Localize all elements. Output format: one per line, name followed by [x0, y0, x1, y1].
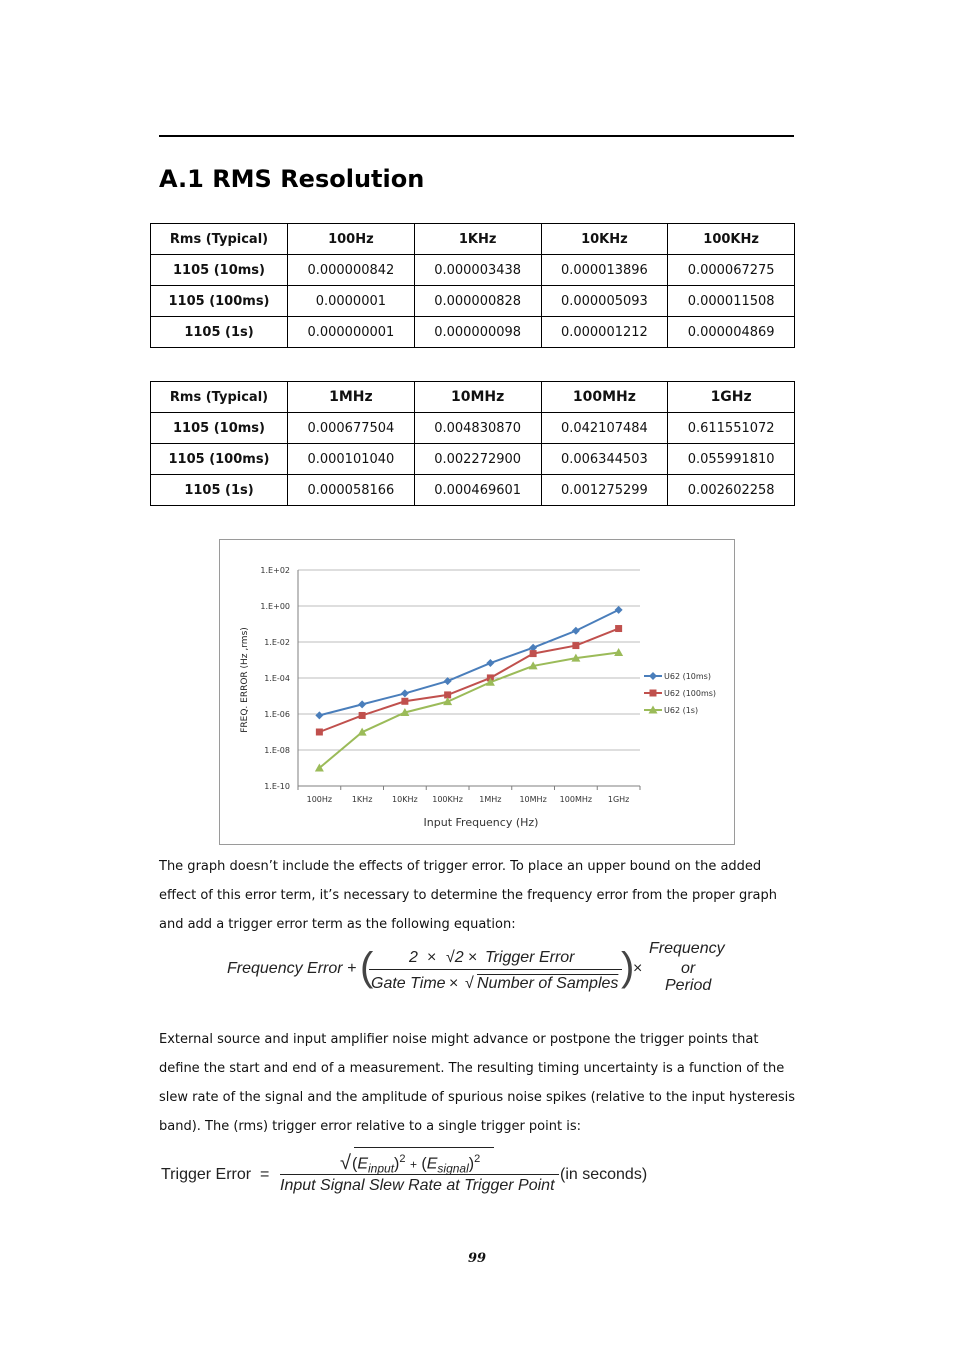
x-tick-label: 10KHz	[392, 795, 418, 804]
row-header: 1105 (1s)	[151, 475, 288, 506]
eq2-plus: +	[409, 1157, 417, 1172]
row-header: 1105 (10ms)	[151, 413, 288, 444]
eq1-right-paren: )	[621, 945, 635, 989]
data-point-diamond	[401, 689, 409, 697]
table-header-row	[151, 224, 795, 255]
eq1-left-paren: (	[360, 945, 374, 989]
table-header-cell: 1KHz	[414, 224, 541, 255]
table-header-cell: Rms (Typical)	[151, 224, 288, 255]
eq1-frequency: Frequency	[649, 940, 725, 957]
table-header-cell: 10KHz	[541, 224, 668, 255]
eq2-square: 2	[399, 1153, 406, 1165]
table-header-cell: Rms (Typical)	[151, 382, 288, 413]
table-cell: 0.000058166	[288, 475, 415, 506]
eq2-suffix: (in seconds)	[560, 1166, 648, 1183]
x-tick-label: 10MHz	[519, 795, 547, 804]
section-title: A.1 RMS Resolution	[159, 165, 425, 193]
eq1-trigger-error: Trigger Error	[485, 949, 575, 966]
table-cell: 0.000469601	[414, 475, 541, 506]
eq2-e-input: E	[357, 1155, 368, 1173]
table-row	[151, 413, 795, 444]
legend-label: U62 (100ms)	[664, 689, 717, 698]
y-tick-label: 1.E+00	[260, 602, 290, 611]
table-cell: 0.001275299	[541, 475, 668, 506]
frequency-error-chart	[220, 540, 736, 846]
eq1-times: ×	[449, 975, 459, 992]
table-header-cell: 100KHz	[668, 224, 795, 255]
table-cell: 0.000000828	[414, 286, 541, 317]
eq2-radical-bar	[354, 1147, 494, 1148]
legend-label: U62 (1s)	[664, 706, 699, 715]
data-point-square	[530, 650, 537, 657]
series-line	[319, 653, 618, 768]
y-axis-title: FREQ. ERROR (Hz ,rms)	[240, 627, 250, 733]
eq1-or: or	[681, 960, 696, 977]
x-tick-label: 100MHz	[559, 795, 593, 804]
data-point-square	[359, 712, 366, 719]
table-row	[151, 317, 795, 348]
eq2-input-sub: input	[368, 1161, 395, 1176]
y-tick-label: 1.E-02	[264, 638, 290, 647]
table-cell: 0.000101040	[288, 444, 415, 475]
table-cell: 0.611551072	[668, 413, 795, 444]
table-cell: 0.000004869	[668, 317, 795, 348]
legend-label: U62 (10ms)	[664, 672, 711, 681]
table-row	[151, 475, 795, 506]
table-cell: 0.000013896	[541, 255, 668, 286]
eq1-sqrt: √	[465, 975, 474, 992]
data-point-diamond	[315, 711, 323, 719]
data-point-square	[401, 698, 408, 705]
table-header-cell: 1GHz	[668, 382, 795, 413]
series-line	[319, 610, 618, 716]
table-cell: 0.055991810	[668, 444, 795, 475]
data-point-square	[316, 729, 323, 736]
eq2-denominator: Input Signal Slew Rate at Trigger Point	[280, 1177, 555, 1194]
table-cell: 0.000005093	[541, 286, 668, 317]
eq1-period: Period	[665, 977, 712, 994]
chart-frame	[219, 539, 735, 845]
table-cell: 0.002602258	[668, 475, 795, 506]
table-cell: 0.000001212	[541, 317, 668, 348]
data-point-diamond	[358, 700, 366, 708]
y-tick-label: 1.E+02	[260, 566, 290, 575]
eq2-e-signal: E	[426, 1155, 438, 1173]
table-header-cell: 10MHz	[414, 382, 541, 413]
paragraph-trigger-noise: External source and input amplifier noise might advance or postpone the trigger points that define the start and end of a measurement. The resulting timing uncertainty is a function of the slew rate of the signal and the amplitude of spurious noise spikes (relative to the input hysteresis band). The (rms) trigger error relative to a single trigger point is:	[159, 1032, 796, 1134]
eq2-expression: $(E_{input})^2 + (E_{signal})^2$	[352, 1153, 481, 1176]
eq2-fraction-bar	[280, 1174, 559, 1175]
table-cell: 0.000677504	[288, 413, 415, 444]
data-point-diamond	[572, 627, 580, 635]
eq1-gate-time: Gate Time	[371, 975, 446, 992]
table-cell: 0.002272900	[414, 444, 541, 475]
y-tick-label: 1.E-08	[264, 746, 290, 755]
eq2-signal-sub: signal	[437, 1161, 469, 1176]
table-cell: 0.000000098	[414, 317, 541, 348]
eq2-lhs: Trigger Error =	[161, 1166, 270, 1183]
row-header: 1105 (1s)	[151, 317, 288, 348]
data-point-diamond	[615, 606, 623, 614]
data-point-diamond	[649, 672, 657, 680]
table-header-cell: 1MHz	[288, 382, 415, 413]
row-header: 1105 (100ms)	[151, 444, 288, 475]
eq1-fraction-bar	[369, 969, 622, 970]
table-cell: 0.006344503	[541, 444, 668, 475]
table-row	[151, 444, 795, 475]
eq2-square: 2	[474, 1153, 481, 1165]
x-tick-label: 1MHz	[479, 795, 502, 804]
data-point-diamond	[486, 659, 494, 667]
rms-table-low-freq	[150, 223, 795, 348]
table-cell: 0.000000842	[288, 255, 415, 286]
data-point-square	[572, 642, 579, 649]
eq1-times: ×	[633, 960, 643, 977]
row-header: 1105 (10ms)	[151, 255, 288, 286]
eq1-num-two: 2	[409, 949, 418, 966]
eq1-times: ×	[468, 949, 478, 966]
table-cell: 0.042107484	[541, 413, 668, 444]
data-point-square	[615, 625, 622, 632]
table-cell: 0.000003438	[414, 255, 541, 286]
y-tick-label: 1.E-06	[264, 710, 290, 719]
eq2-sqrt: √	[340, 1152, 351, 1174]
table-row	[151, 255, 795, 286]
eq1-lhs: Frequency Error +	[227, 960, 357, 977]
y-tick-label: 1.E-04	[264, 674, 290, 683]
row-header: 1105 (100ms)	[151, 286, 288, 317]
table-cell: 0.0000001	[288, 286, 415, 317]
data-point-square	[650, 690, 657, 697]
y-tick-label: 1.E-10	[264, 782, 290, 791]
table-cell: 0.000000001	[288, 317, 415, 348]
rms-table-high-freq	[150, 381, 795, 506]
x-tick-label: 1KHz	[351, 795, 373, 804]
x-tick-label: 100Hz	[306, 795, 333, 804]
eq1-num-samples: Number of Samples	[477, 975, 619, 992]
table-cell: 0.000011508	[668, 286, 795, 317]
page-number: 99	[467, 1251, 487, 1266]
table-row	[151, 286, 795, 317]
x-axis-title: Input Frequency (Hz)	[423, 816, 539, 829]
table-cell: 0.000067275	[668, 255, 795, 286]
top-rule	[159, 135, 794, 137]
paragraph-trigger-intro: The graph doesn’t include the effects of trigger error. To place an upper bound on the added effect of this error term, it’s necessary to determine the frequency error from the proper graph and add a trigger error term as the following equation:	[159, 859, 777, 932]
table-header-cell: 100Hz	[288, 224, 415, 255]
x-tick-label: 100KHz	[432, 795, 463, 804]
table-header-cell: 100MHz	[541, 382, 668, 413]
eq1-sqrt-two: √2	[446, 949, 464, 966]
table-cell: 0.004830870	[414, 413, 541, 444]
x-tick-label: 1GHz	[607, 795, 630, 804]
table-header-row	[151, 382, 795, 413]
eq1-times: ×	[427, 949, 437, 966]
